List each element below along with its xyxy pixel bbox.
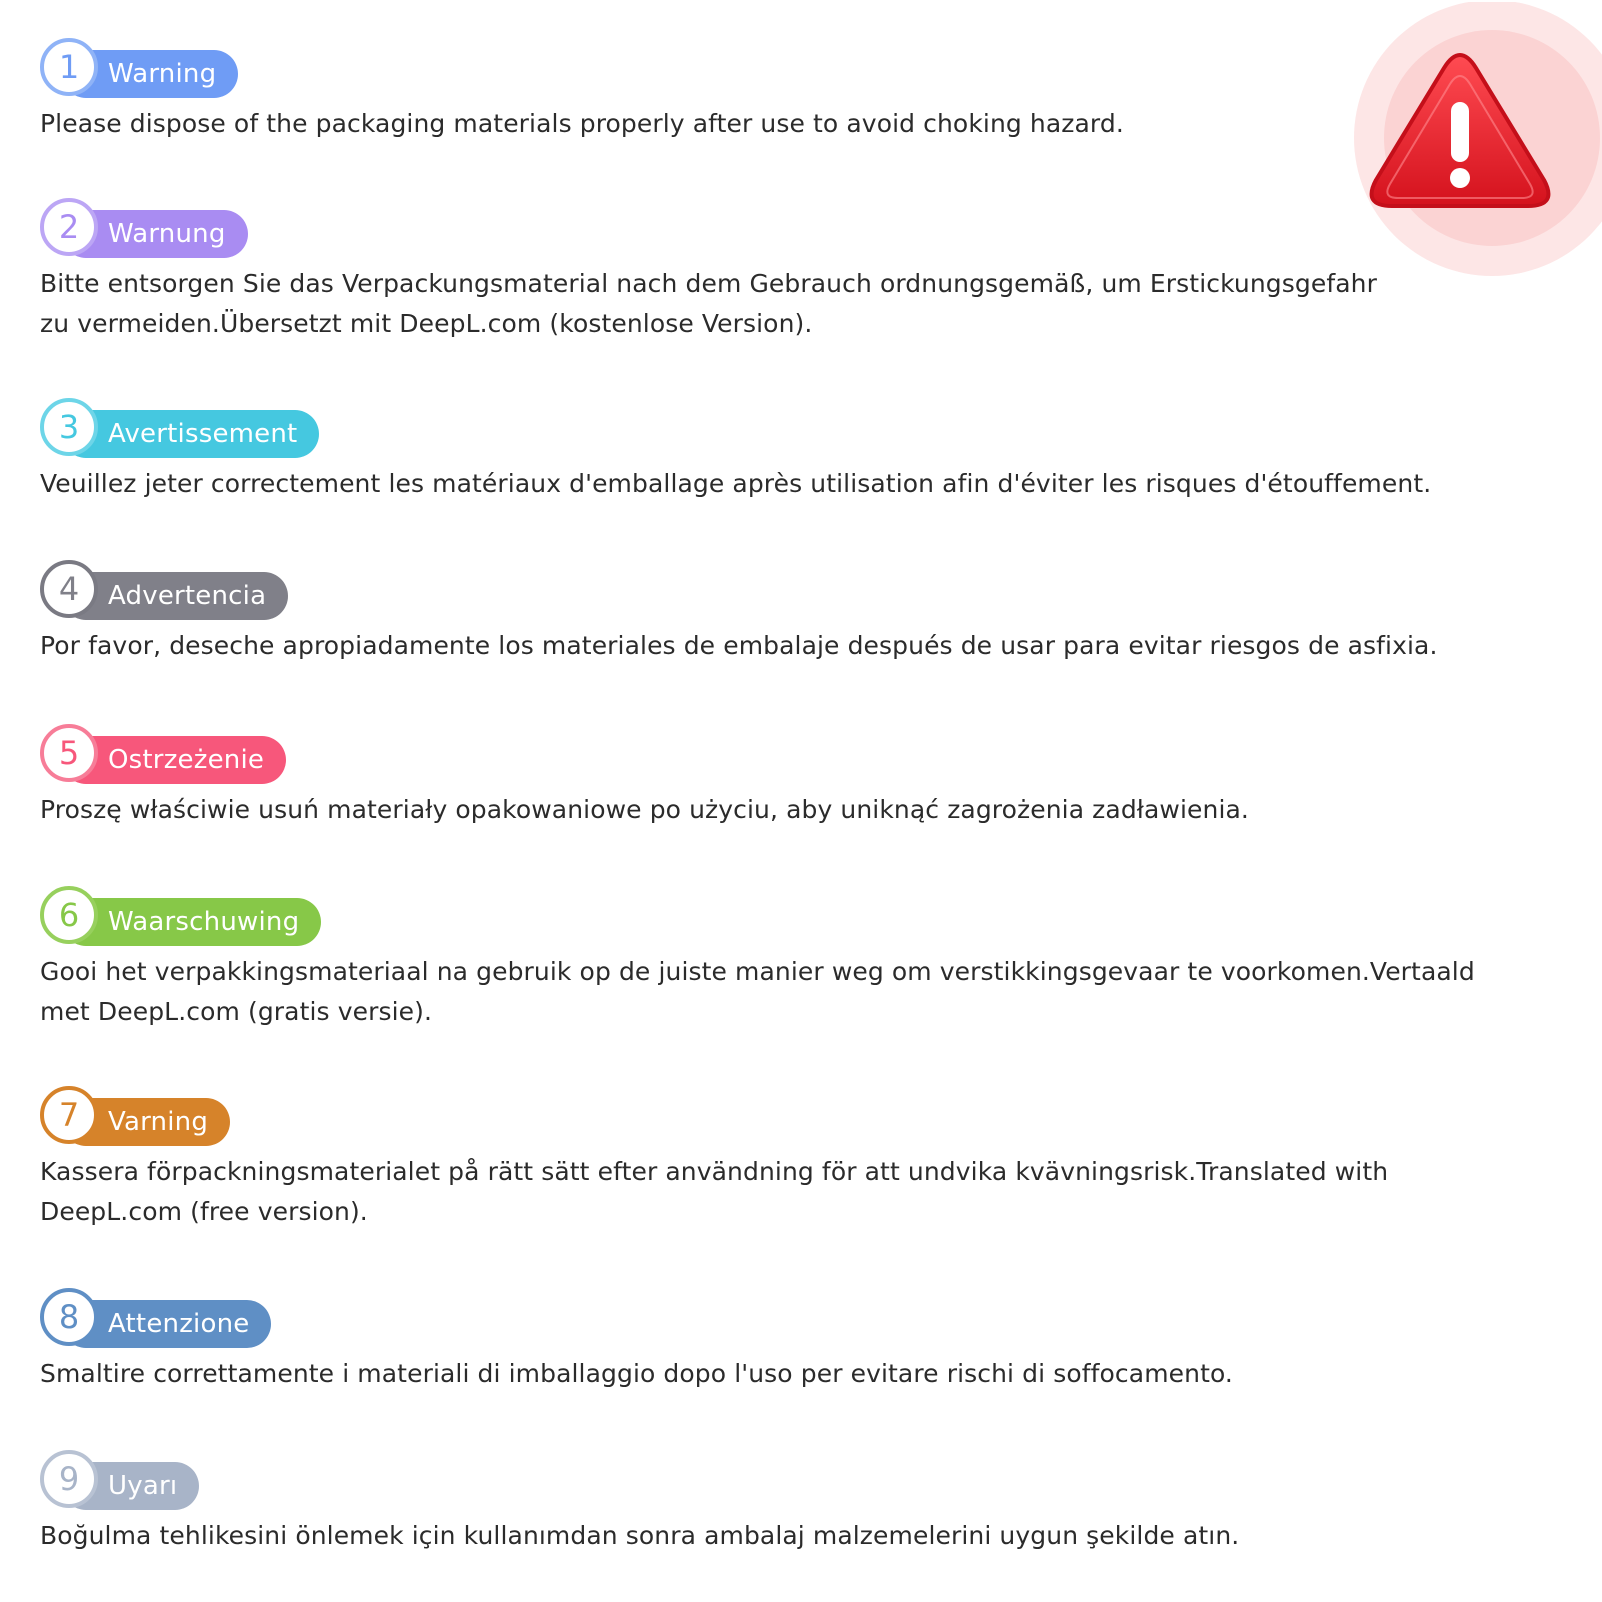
warning-label: Uyarı bbox=[108, 1471, 178, 1501]
warning-number: 8 bbox=[58, 1298, 80, 1336]
warning-number-badge bbox=[40, 398, 98, 456]
warning-number-badge bbox=[40, 1450, 98, 1508]
warning-number-badge bbox=[40, 1288, 98, 1346]
warning-item-8 bbox=[40, 1288, 1233, 1394]
warning-number-badge bbox=[40, 724, 98, 782]
warning-tag bbox=[40, 886, 440, 946]
warning-text: Boğulma tehlikesini önlemek için kullanımdan sonra ambalaj malzemelerini uygun şekilde atın. bbox=[40, 1521, 1240, 1550]
warning-text: Gooi het verpakkingsmateriaal na gebruik op de juiste manier weg om verstikkingsgevaar te voorkomen.Vertaald met DeepL.com (gratis versie). bbox=[40, 957, 1475, 1026]
warning-number: 1 bbox=[58, 48, 80, 86]
warning-text: Por favor, deseche apropiadamente los materiales de embalaje después de usar para evitar riesgos de asfixia. bbox=[40, 631, 1438, 660]
warning-label: Avertissement bbox=[108, 419, 298, 449]
warning-text: Bitte entsorgen Sie das Verpackungsmaterial nach dem Gebrauch ordnungsgemäß, um Erstickungsgefahr zu vermeiden.Übersetzt mit DeepL.com (kostenlose Version). bbox=[40, 269, 1377, 338]
warning-item-4 bbox=[40, 560, 1438, 666]
warning-label: Varning bbox=[108, 1107, 209, 1137]
warning-text: Veuillez jeter correctement les matériaux d'emballage après utilisation afin d'éviter les risques d'étouffement. bbox=[40, 469, 1432, 498]
warning-number-badge bbox=[40, 1086, 98, 1144]
warning-label: Advertencia bbox=[108, 581, 267, 611]
warning-number: 5 bbox=[58, 734, 80, 772]
warning-tag bbox=[40, 560, 440, 620]
warning-item-7 bbox=[40, 1086, 1388, 1232]
warning-text: Kassera förpackningsmaterialet på rätt sätt efter användning för att undvika kvävningsrisk.Translated with DeepL.com (free version). bbox=[40, 1157, 1389, 1226]
warning-label: Attenzione bbox=[108, 1309, 250, 1339]
warning-text: Please dispose of the packaging materials properly after use to avoid choking hazard. bbox=[40, 109, 1124, 138]
warning-item-1 bbox=[40, 38, 1124, 144]
warning-number: 9 bbox=[58, 1460, 80, 1498]
warning-label: Waarschuwing bbox=[108, 907, 300, 937]
warning-text: Proszę właściwie usuń materiały opakowaniowe po użyciu, aby uniknąć zagrożenia zadławienia. bbox=[40, 795, 1249, 824]
warning-number: 4 bbox=[58, 570, 80, 608]
warning-label: Ostrzeżenie bbox=[108, 745, 265, 775]
warning-tag bbox=[40, 1450, 440, 1510]
warning-number: 2 bbox=[58, 208, 80, 246]
warning-label-pill bbox=[62, 898, 321, 946]
warning-number-badge bbox=[40, 886, 98, 944]
warning-item-2 bbox=[40, 198, 1377, 344]
warning-tag bbox=[40, 38, 440, 98]
warning-number: 6 bbox=[58, 896, 80, 934]
warning-number-badge bbox=[40, 560, 98, 618]
warning-item-9 bbox=[40, 1450, 1239, 1556]
warning-label-pill bbox=[62, 410, 319, 458]
warning-text: Smaltire correttamente i materiali di imballaggio dopo l'uso per evitare rischi di soffocamento. bbox=[40, 1359, 1233, 1388]
warning-item-5 bbox=[40, 724, 1249, 830]
warning-tag bbox=[40, 1086, 440, 1146]
warning-item-6 bbox=[40, 886, 1475, 1032]
warning-label: Warning bbox=[108, 59, 217, 89]
warning-label: Warnung bbox=[108, 219, 226, 249]
warning-item-3 bbox=[40, 398, 1431, 504]
warning-number: 3 bbox=[58, 408, 80, 446]
warning-tag bbox=[40, 1288, 440, 1348]
warning-number-badge bbox=[40, 38, 98, 96]
warning-tag bbox=[40, 724, 440, 784]
warning-number: 7 bbox=[58, 1096, 80, 1134]
warning-number-badge bbox=[40, 198, 98, 256]
warning-tag bbox=[40, 398, 440, 458]
warning-tag bbox=[40, 198, 440, 258]
